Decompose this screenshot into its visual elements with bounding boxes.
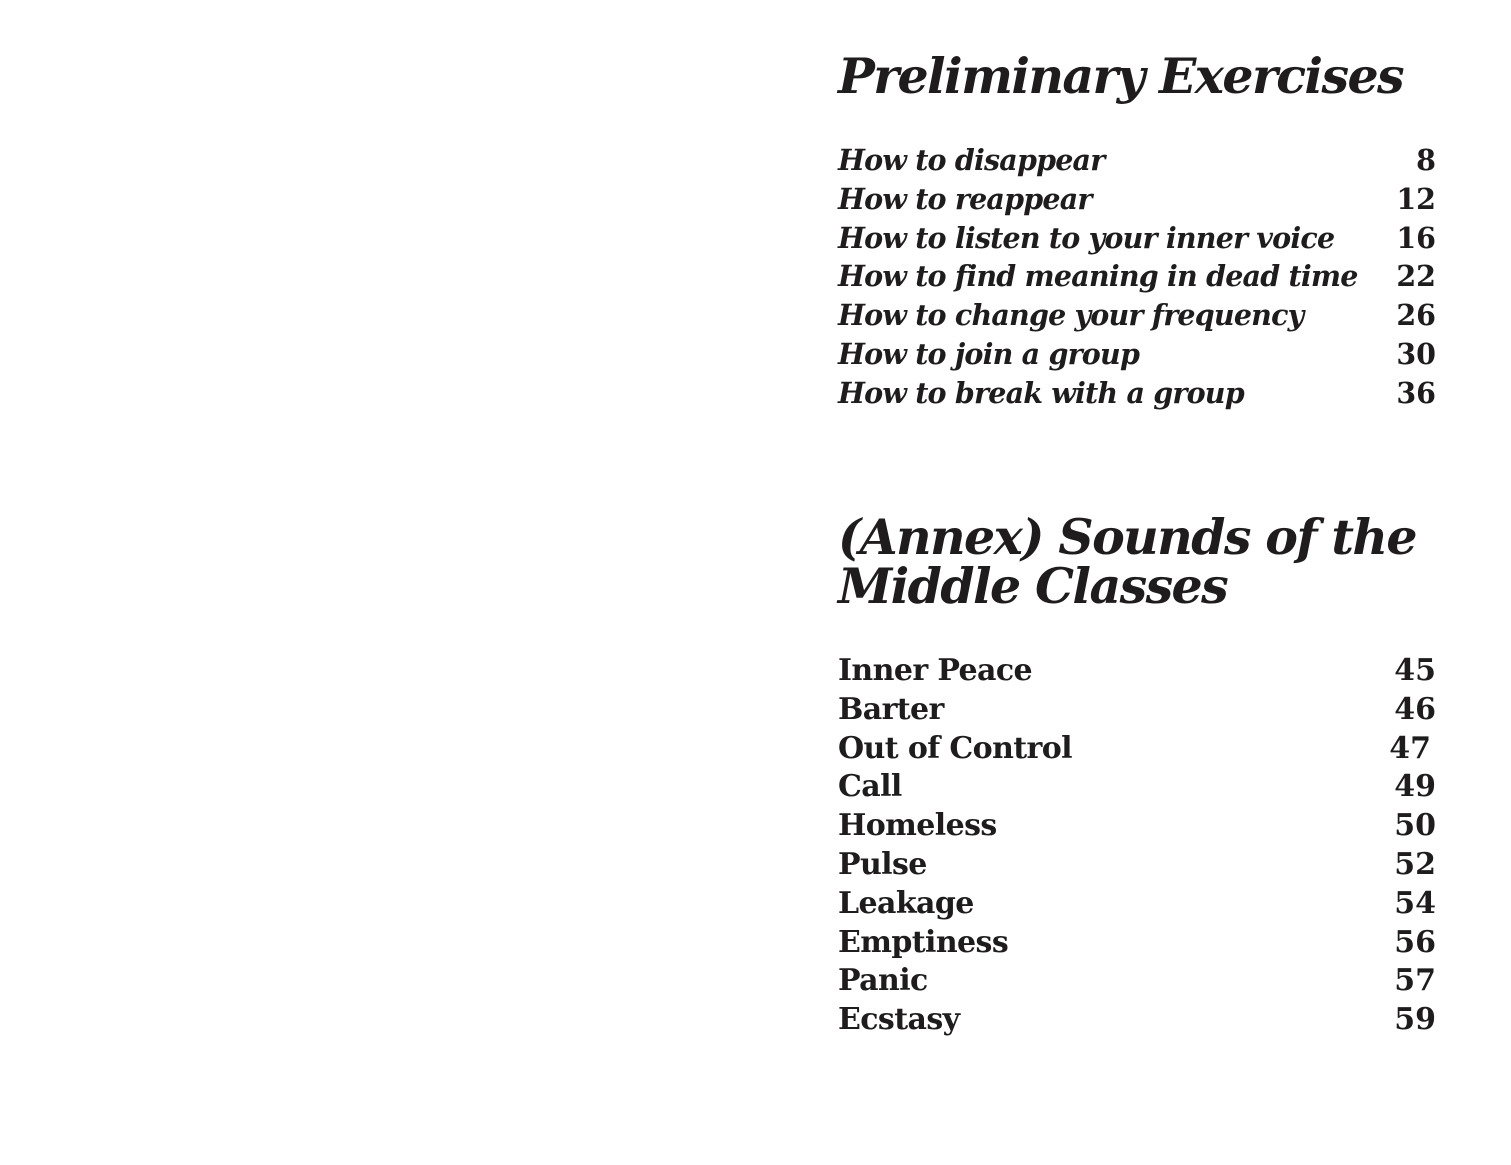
toc-entry-page-number: 54 [1394, 885, 1436, 921]
toc-entry[interactable] [838, 374, 1436, 413]
toc-entry-title: How to listen to your inner voice [838, 220, 1335, 255]
toc-entry[interactable] [838, 924, 1436, 963]
section-heading-annex-sounds [838, 508, 1416, 615]
toc-entry-page-number: 47 [1389, 730, 1431, 766]
toc-entry-title: How to change your frequency [838, 298, 1304, 333]
toc-entry-page-number: 57 [1394, 963, 1436, 999]
toc-entry[interactable] [838, 219, 1436, 258]
toc-entry[interactable] [838, 180, 1436, 219]
toc-entry-page-number: 59 [1394, 1002, 1436, 1038]
toc-entry[interactable] [838, 141, 1436, 180]
toc-entry-title: Ecstasy [838, 1002, 960, 1038]
section-heading-line: (Annex) Sounds of the [838, 508, 1416, 566]
toc-entry-title: Barter [838, 691, 944, 727]
toc-entry-title: Emptiness [838, 924, 1009, 960]
section-heading-preliminary-exercises: Preliminary Exercises [838, 47, 1403, 105]
toc-entry-title: Call [838, 769, 902, 805]
toc-entry-page-number: 12 [1396, 181, 1436, 216]
toc-entry-title: Homeless [838, 808, 997, 844]
toc-entry-page-number: 30 [1396, 336, 1436, 371]
toc-entry-page-number: 56 [1394, 924, 1436, 960]
toc-entry[interactable] [838, 962, 1436, 1001]
toc-list-preliminary-exercises [838, 141, 1436, 413]
toc-entry[interactable] [838, 296, 1436, 335]
toc-entry-page-number: 36 [1396, 375, 1436, 410]
toc-entry-page-number: 16 [1396, 220, 1436, 255]
toc-entry-page-number: 45 [1394, 653, 1436, 688]
toc-entry-page-number: 26 [1396, 298, 1436, 333]
toc-entry-title: How to find meaning in dead time [838, 259, 1358, 294]
toc-entry[interactable] [838, 1001, 1436, 1040]
toc-entry-title: How to disappear [838, 143, 1105, 177]
toc-entry[interactable] [838, 846, 1436, 885]
toc-entry-page-number: 50 [1394, 808, 1436, 844]
toc-entry-page-number: 52 [1394, 846, 1436, 882]
toc-entry[interactable] [838, 730, 1436, 769]
table-of-contents-page [838, 0, 1436, 1165]
toc-entry[interactable] [838, 257, 1436, 296]
toc-entry[interactable] [838, 691, 1436, 730]
toc-list-annex-sounds [838, 652, 1436, 1040]
toc-entry[interactable] [838, 885, 1436, 924]
toc-entry[interactable] [838, 652, 1436, 691]
toc-entry[interactable] [838, 768, 1436, 807]
toc-entry-page-number: 8 [1416, 143, 1436, 177]
toc-entry-title: Inner Peace [838, 653, 1033, 688]
toc-entry-title: Leakage [838, 885, 974, 921]
toc-entry-page-number: 49 [1394, 769, 1436, 805]
toc-entry[interactable] [838, 807, 1436, 846]
toc-entry-title: How to reappear [838, 181, 1092, 216]
toc-entry-title: Panic [838, 963, 928, 999]
toc-entry-title: Out of Control [838, 730, 1072, 766]
toc-entry-title: How to join a group [838, 336, 1140, 371]
toc-entry-page-number: 46 [1394, 691, 1436, 727]
toc-entry-title: Pulse [838, 846, 927, 882]
toc-entry-title: How to break with a group [838, 375, 1244, 410]
toc-entry[interactable] [838, 335, 1436, 374]
toc-entry-page-number: 22 [1396, 259, 1436, 294]
section-heading-line: Middle Classes [838, 557, 1228, 615]
